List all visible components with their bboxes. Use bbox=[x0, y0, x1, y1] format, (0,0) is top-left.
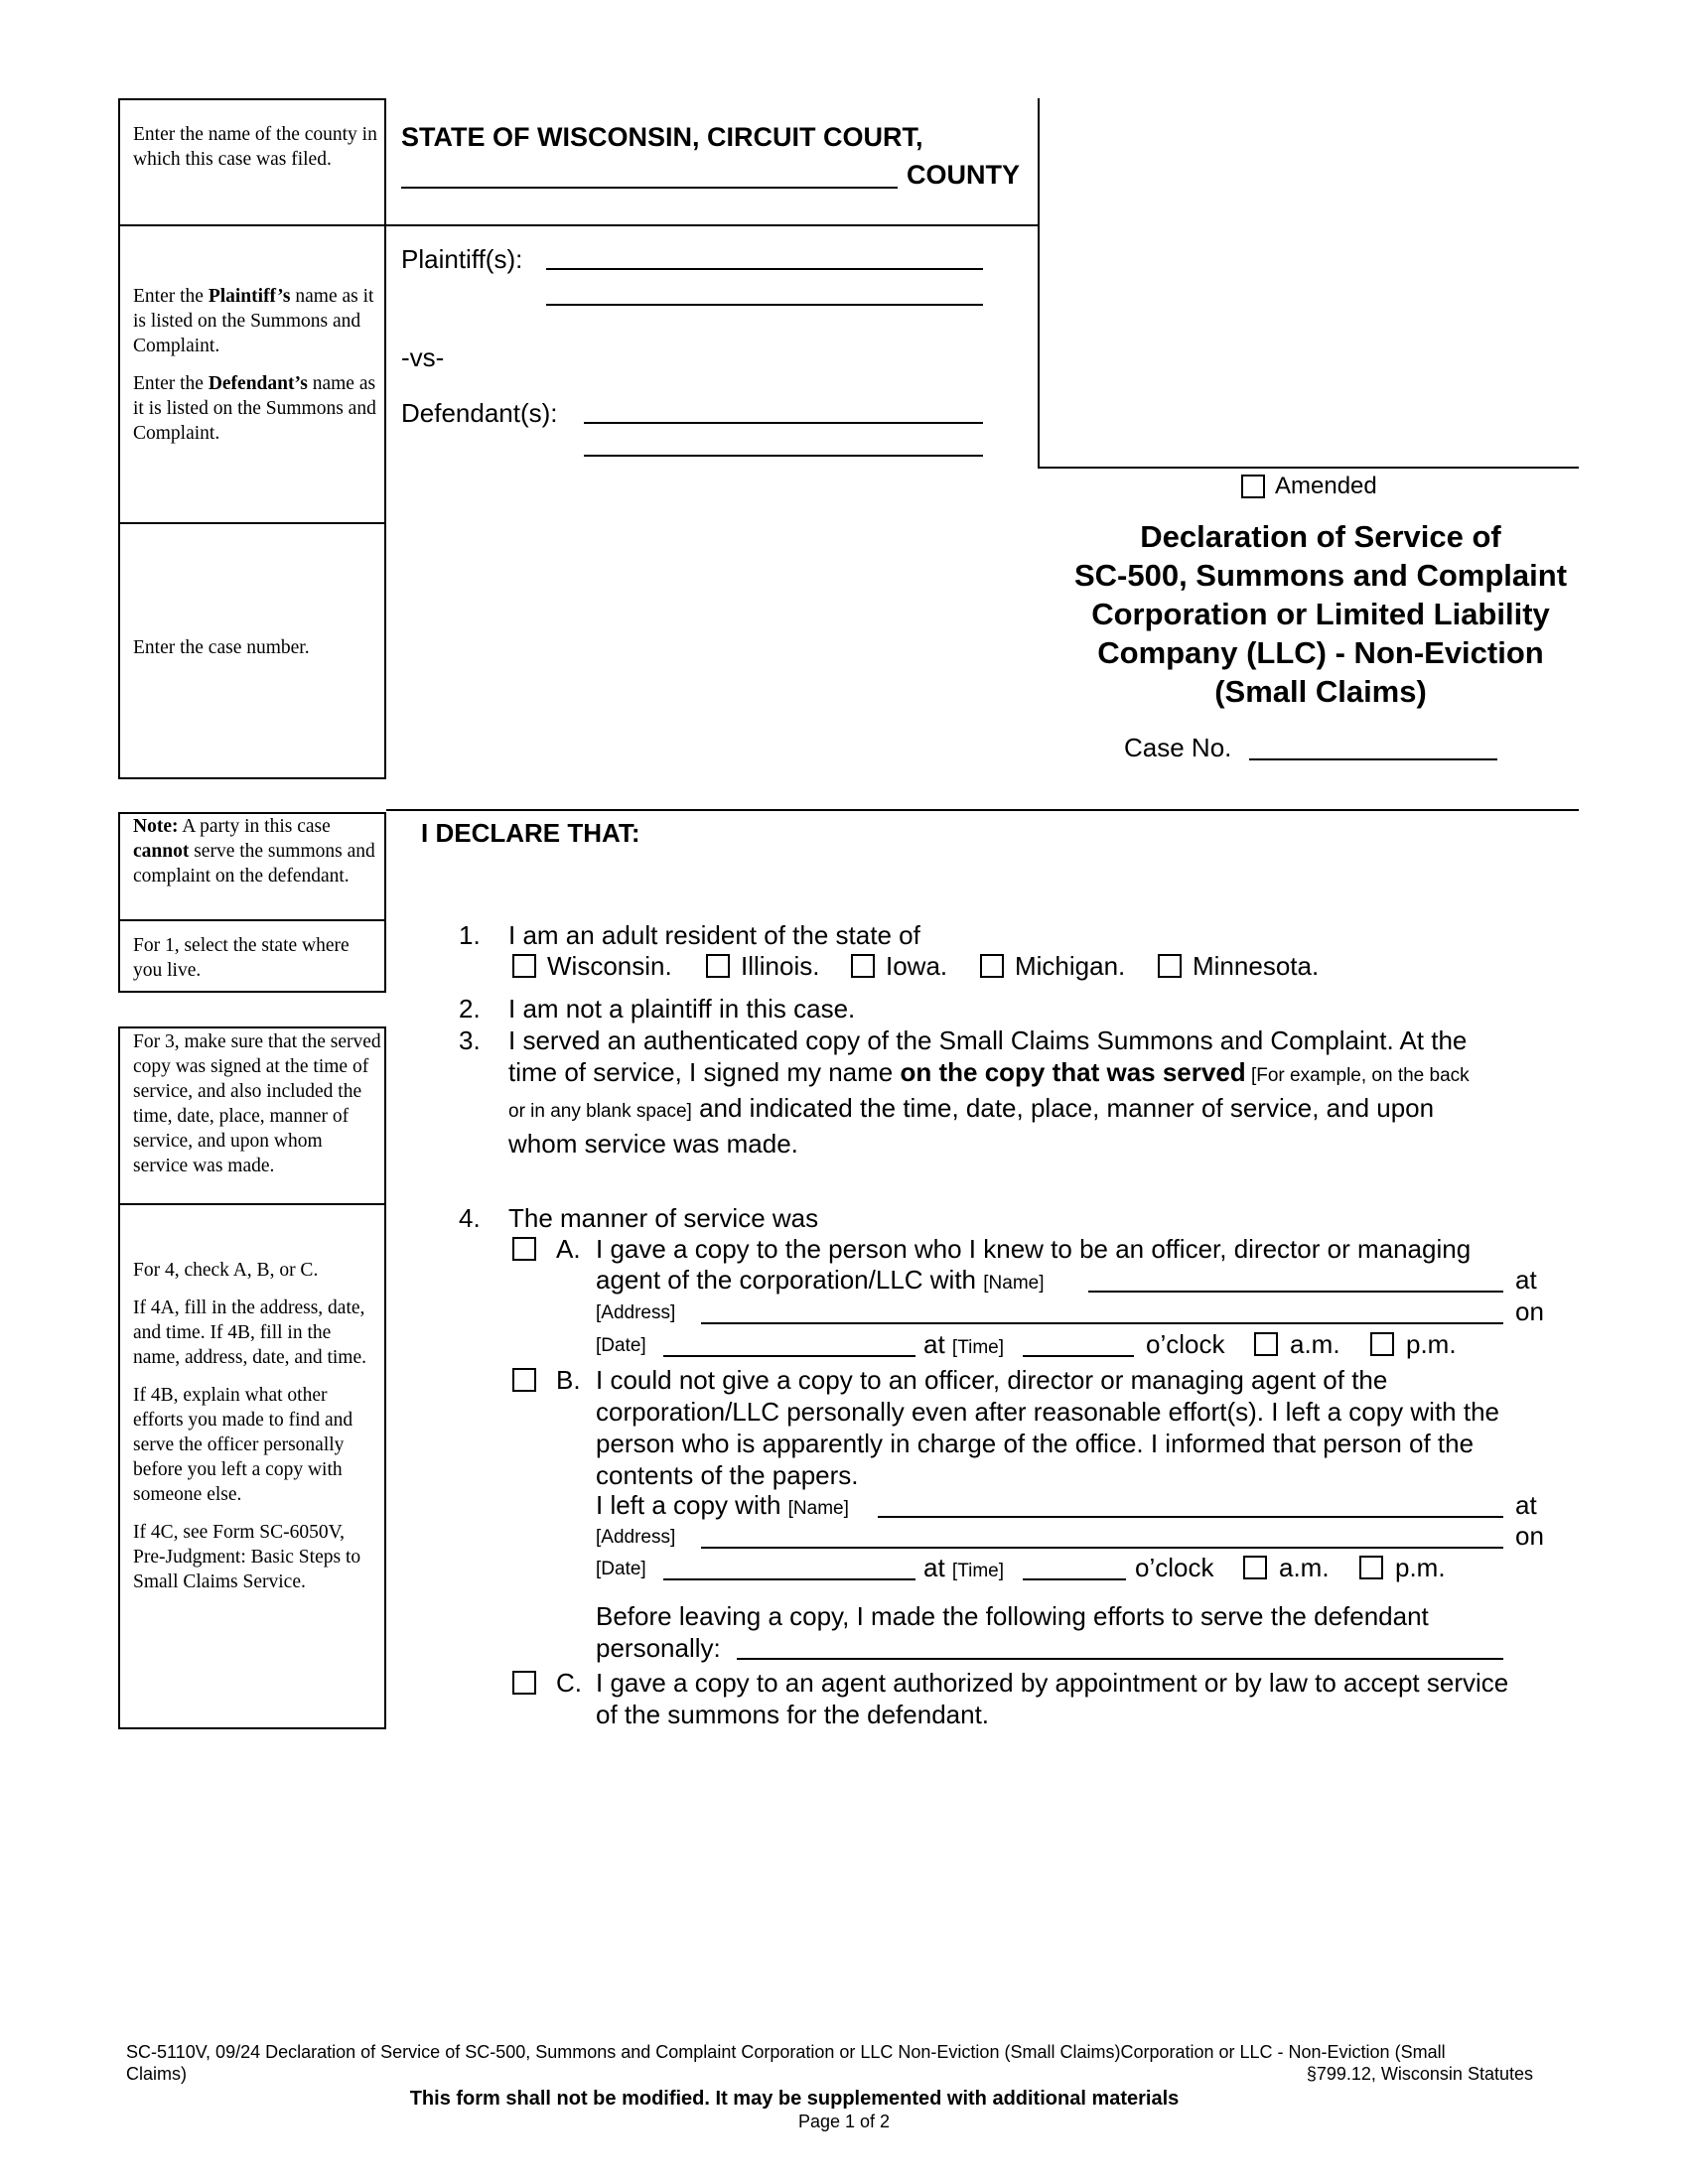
option-b-checkbox[interactable] bbox=[512, 1368, 536, 1392]
option-b-efforts-field[interactable] bbox=[737, 1658, 1503, 1660]
item2-number: 2. bbox=[459, 994, 481, 1024]
item3-number: 3. bbox=[459, 1025, 481, 1055]
option-b-at-time: at [Time] bbox=[923, 1553, 1004, 1582]
state-label-michigan: Michigan. bbox=[1015, 951, 1126, 981]
sidebar-divider bbox=[118, 919, 386, 921]
county-name-field[interactable] bbox=[401, 187, 898, 189]
option-b-pm-checkbox[interactable] bbox=[1359, 1556, 1383, 1579]
state-label-iowa: Iowa. bbox=[886, 951, 948, 981]
option-b-address-tag: [Address] bbox=[596, 1527, 676, 1548]
option-b-am-checkbox[interactable] bbox=[1243, 1556, 1267, 1579]
sidebar-divider bbox=[118, 1203, 386, 1205]
option-a-pm-label: p.m. bbox=[1406, 1329, 1457, 1359]
item3-hint: For 3, make sure that the served copy was signed at the time of service, and also included the time, date, place, manner of service, and upon whom service was made. bbox=[133, 1031, 381, 1176]
option-a-letter: A. bbox=[556, 1234, 581, 1264]
option-a-on: on bbox=[1515, 1297, 1544, 1326]
state-checkbox-minnesota[interactable] bbox=[1158, 954, 1182, 978]
item4-hint: For 4, check A, B, or C. If 4A, fill in the address, date, and time. If 4B, fill in the name, address, date, and time. If 4B, explain what other efforts you made to find and serve the officer personally before you left a copy with someone else. If 4C, see Form SC-6050V, Pre-Judgment: Basic Steps to Small Claims Service. bbox=[133, 1260, 366, 1592]
option-a-at: at bbox=[1515, 1265, 1537, 1295]
option-b-at: at bbox=[1515, 1490, 1537, 1520]
state-checkbox-iowa[interactable] bbox=[851, 954, 875, 978]
item1-number: 1. bbox=[459, 920, 481, 950]
option-b-date-field[interactable] bbox=[663, 1578, 915, 1580]
option-c-checkbox[interactable] bbox=[512, 1671, 536, 1695]
state-checkbox-michigan[interactable] bbox=[980, 954, 1004, 978]
option-a-date-field[interactable] bbox=[663, 1355, 915, 1357]
option-a-oclock: o’clock bbox=[1146, 1329, 1225, 1359]
case-box-bottom-rule bbox=[1038, 467, 1579, 469]
case-no-field[interactable] bbox=[1249, 758, 1497, 760]
option-a-checkbox[interactable] bbox=[512, 1237, 536, 1261]
form-id-line: SC-5110V, 09/24 Declaration of Service of SC-500, Summons and Complaint Corporation or LLC Non-Eviction (Small Claims)Corporation or LLC - Non-Eviction (Small Claims) bbox=[126, 2042, 1446, 2084]
option-a-time-field[interactable] bbox=[1023, 1355, 1134, 1357]
item1-text: I am an adult resident of the state of bbox=[508, 920, 920, 950]
defendant-name-field[interactable] bbox=[584, 422, 983, 424]
state-label-wisconsin: Wisconsin. bbox=[547, 951, 672, 981]
court-heading: STATE OF WISCONSIN, CIRCUIT COURT, bbox=[401, 122, 923, 152]
option-b-pm-label: p.m. bbox=[1395, 1553, 1446, 1582]
declare-heading: I DECLARE THAT: bbox=[421, 818, 640, 848]
state-label-illinois: Illinois. bbox=[741, 951, 820, 981]
page-number: Page 1 of 2 bbox=[797, 2112, 891, 2131]
form-title: Declaration of Service of SC-500, Summons and Complaint Corporation or Limited Liability Company (LLC) - Non-Eviction (Small Claims) bbox=[1073, 519, 1568, 709]
plaintiff-name-field-2[interactable] bbox=[546, 304, 983, 306]
caption-right-rule bbox=[1038, 98, 1040, 468]
option-c-letter: C. bbox=[556, 1668, 582, 1698]
option-b-oclock: o’clock bbox=[1135, 1553, 1214, 1582]
defendant-name-field-2[interactable] bbox=[584, 455, 983, 457]
item4-number: 4. bbox=[459, 1203, 481, 1233]
option-a-date-tag: [Date] bbox=[596, 1335, 646, 1356]
option-b-letter: B. bbox=[556, 1365, 581, 1395]
option-b-name-field[interactable] bbox=[878, 1516, 1503, 1518]
plaintiff-name-field[interactable] bbox=[546, 268, 983, 270]
option-b-date-tag: [Date] bbox=[596, 1559, 646, 1579]
county-hint: Enter the name of the county in which this case was filed. bbox=[133, 124, 377, 170]
option-c-text: I gave a copy to an agent authorized by appointment or by law to accept service of the summons for the defendant. bbox=[596, 1668, 1509, 1729]
note-hint: Note: A party in this case cannot serve the summons and complaint on the defendant. bbox=[133, 816, 375, 887]
versus-label: -vs- bbox=[401, 342, 445, 372]
option-a-address-field[interactable] bbox=[701, 1322, 1503, 1324]
state-label-minnesota: Minnesota. bbox=[1193, 951, 1320, 981]
option-a-am-label: a.m. bbox=[1290, 1329, 1340, 1359]
modification-notice: This form shall not be modified. It may be supplemented with additional materials bbox=[409, 2088, 1180, 2110]
plaintiffs-label: Plaintiff(s): bbox=[401, 244, 523, 274]
item2-text: I am not a plaintiff in this case. bbox=[508, 994, 856, 1024]
item1-hint: For 1, select the state where you live. bbox=[133, 935, 350, 981]
option-b-address-field[interactable] bbox=[701, 1547, 1503, 1549]
caption-top-rule bbox=[386, 224, 1038, 226]
sidebar-divider bbox=[118, 224, 386, 226]
option-a-text: I gave a copy to the person who I knew to be an officer, director or managing bbox=[596, 1234, 1472, 1264]
case-number-hint: Enter the case number. bbox=[133, 637, 310, 658]
party-name-hint: Enter the Plaintiff’s name as it is listed on the Summons and Complaint. Enter the Defendant’s name as it is listed on the Summons and Complaint. bbox=[133, 286, 376, 444]
amended-label: Amended bbox=[1275, 473, 1377, 499]
county-label: COUNTY bbox=[907, 160, 1020, 190]
statute-reference: §799.12, Wisconsin Statutes bbox=[1306, 2064, 1533, 2084]
item3-text: I served an authenticated copy of the Small Claims Summons and Complaint. At the time of service, I signed my name on the copy that was served [For example, on the back or in any blank space] and indicated the time, date, place, manner of service, and upon whom service was made. bbox=[508, 1025, 1470, 1159]
state-checkbox-illinois[interactable] bbox=[706, 954, 730, 978]
amended-checkbox[interactable] bbox=[1241, 475, 1265, 498]
option-a-at-time: at [Time] bbox=[923, 1329, 1004, 1359]
defendants-label: Defendant(s): bbox=[401, 398, 558, 428]
option-b-on: on bbox=[1515, 1521, 1544, 1551]
option-b-time-field[interactable] bbox=[1023, 1578, 1126, 1580]
option-b-left-copy: I left a copy with [Name] bbox=[596, 1490, 849, 1520]
option-a-name-field[interactable] bbox=[1088, 1291, 1503, 1293]
option-b-efforts-text: Before leaving a copy, I made the following efforts to serve the defendant personally: bbox=[596, 1601, 1429, 1663]
option-b-text: I could not give a copy to an officer, director or managing agent of the corporation/LLC personally even after reasonable effort(s). I left a copy with the person who is apparently in charge of the office. I informed that person of the contents of the papers. bbox=[596, 1365, 1500, 1490]
case-no-label: Case No. bbox=[1124, 733, 1232, 762]
option-a-am-checkbox[interactable] bbox=[1254, 1332, 1278, 1356]
option-b-am-label: a.m. bbox=[1279, 1553, 1330, 1582]
item4-text: The manner of service was bbox=[508, 1203, 819, 1233]
option-a-pm-checkbox[interactable] bbox=[1370, 1332, 1394, 1356]
body-top-rule bbox=[386, 809, 1579, 811]
option-a-address-tag: [Address] bbox=[596, 1302, 676, 1323]
state-checkbox-wisconsin[interactable] bbox=[512, 954, 536, 978]
option-a-text-2: agent of the corporation/LLC with [Name] bbox=[596, 1265, 1045, 1295]
sidebar-divider bbox=[118, 522, 386, 524]
